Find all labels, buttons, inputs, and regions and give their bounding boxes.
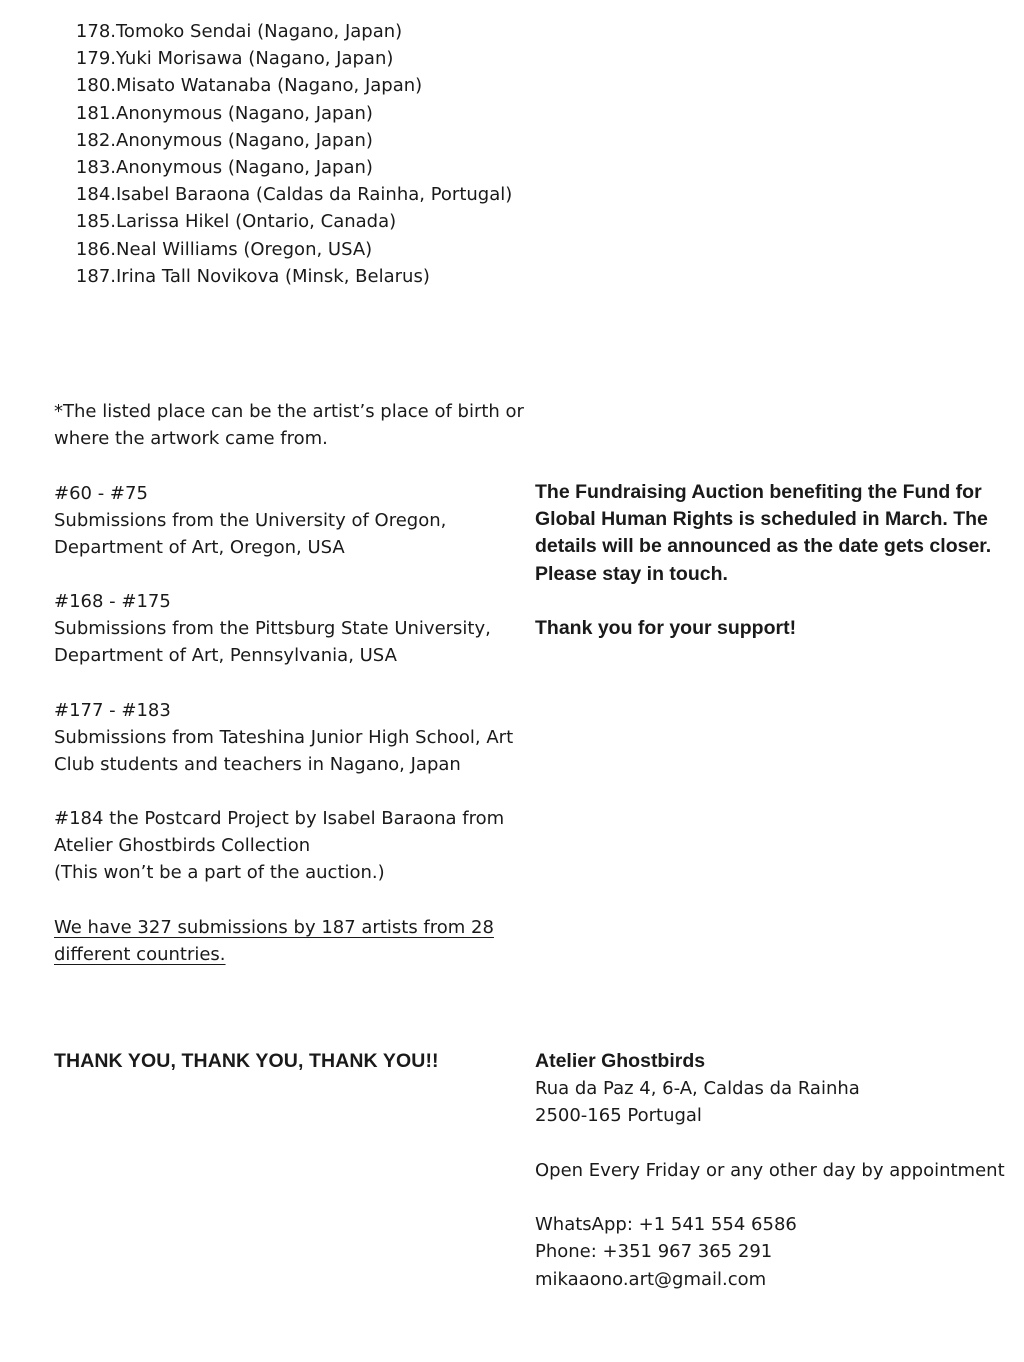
phone-number: Phone: +351 967 365 291 bbox=[535, 1241, 773, 1263]
list-item bbox=[60, 154, 540, 181]
thank-you-heading: THANK YOU, THANK YOU, THANK YOU!! bbox=[54, 1050, 439, 1072]
range-line: Club students and teachers in Nagano, Japan bbox=[54, 754, 461, 776]
summary-line: We have 327 submissions by 187 artists from 28 bbox=[54, 917, 494, 938]
item-text: Isabel Baraona (Caldas da Rainha, Portugal) bbox=[116, 184, 513, 206]
auction-line: The Fundraising Auction benefiting the Fund for bbox=[535, 481, 982, 503]
footnote-line: *The listed place can be the artist’s place of birth or bbox=[54, 401, 524, 422]
range-title: #60 - #75 bbox=[54, 483, 148, 504]
submission-summary bbox=[54, 914, 524, 968]
auction-line: details will be announced as the date gets closer. bbox=[535, 535, 992, 558]
footnote-line: where the artwork came from. bbox=[54, 428, 328, 450]
address-line: Rua da Paz 4, 6-A, Caldas da Rainha bbox=[535, 1078, 860, 1100]
list-item bbox=[60, 236, 540, 263]
item-number: 186. bbox=[75, 238, 116, 260]
list-item bbox=[60, 208, 540, 235]
auction-line: Please stay in touch. bbox=[535, 562, 728, 585]
submission-range-tateshina bbox=[54, 697, 524, 779]
postcard-line: Atelier Ghostbirds Collection bbox=[54, 835, 311, 857]
item-text: Anonymous (Nagano, Japan) bbox=[116, 129, 373, 151]
opening-hours: Open Every Friday or any other day by appointment bbox=[535, 1159, 1005, 1181]
item-number: 185. bbox=[75, 211, 116, 233]
auction-line: Global Human Rights is scheduled in March. The bbox=[535, 508, 988, 531]
address-line: 2500-165 Portugal bbox=[535, 1105, 702, 1127]
list-item bbox=[60, 45, 540, 72]
range-title: #168 - #175 bbox=[54, 591, 171, 612]
email-address: mikaaono.art@gmail.com bbox=[535, 1268, 767, 1290]
range-line: Department of Art, Pennsylvania, USA bbox=[54, 645, 397, 667]
postcard-line: (This won’t be a part of the auction.) bbox=[54, 862, 385, 884]
item-number: 181. bbox=[75, 102, 116, 124]
summary-line: different countries. bbox=[54, 944, 226, 966]
range-title: #177 - #183 bbox=[54, 700, 171, 721]
submission-range-oregon bbox=[54, 480, 524, 562]
item-text: Tomoko Sendai (Nagano, Japan) bbox=[116, 21, 403, 42]
range-line: Submissions from the University of Oregon, bbox=[54, 510, 447, 532]
auction-announcement bbox=[535, 479, 1005, 642]
item-number: 178. bbox=[75, 21, 116, 42]
submission-range-pittsburg bbox=[54, 588, 524, 670]
whatsapp-number: WhatsApp: +1 541 554 6586 bbox=[535, 1214, 797, 1236]
item-text: Neal Williams (Oregon, USA) bbox=[116, 238, 373, 260]
item-text: Larissa Hikel (Ontario, Canada) bbox=[116, 211, 397, 233]
postcard-line: #184 the Postcard Project by Isabel Baraona from bbox=[54, 808, 505, 829]
support-thanks: Thank you for your support! bbox=[535, 617, 797, 639]
item-text: Irina Tall Novikova (Minsk, Belarus) bbox=[116, 265, 430, 287]
contact-block bbox=[535, 1048, 1005, 1293]
item-number: 184. bbox=[75, 184, 116, 206]
list-item bbox=[60, 127, 540, 154]
artist-list bbox=[60, 18, 540, 290]
postcard-note bbox=[54, 805, 524, 887]
list-item bbox=[60, 18, 540, 45]
item-number: 180. bbox=[75, 75, 116, 97]
item-text: Yuki Morisawa (Nagano, Japan) bbox=[116, 48, 394, 70]
list-item bbox=[60, 263, 540, 290]
studio-name: Atelier Ghostbirds bbox=[535, 1050, 706, 1072]
item-number: 187. bbox=[75, 265, 116, 287]
item-number: 182. bbox=[75, 129, 116, 151]
item-text: Anonymous (Nagano, Japan) bbox=[116, 156, 373, 178]
range-line: Submissions from Tateshina Junior High School, Art bbox=[54, 727, 514, 749]
footnote bbox=[54, 398, 524, 452]
list-item bbox=[60, 100, 540, 127]
item-text: Anonymous (Nagano, Japan) bbox=[116, 102, 373, 124]
item-text: Misato Watanaba (Nagano, Japan) bbox=[116, 75, 423, 97]
item-number: 183. bbox=[75, 156, 116, 178]
list-item bbox=[60, 181, 540, 208]
item-number: 179. bbox=[75, 48, 116, 70]
range-line: Department of Art, Oregon, USA bbox=[54, 537, 345, 559]
list-item bbox=[60, 72, 540, 99]
range-line: Submissions from the Pittsburg State University, bbox=[54, 618, 491, 640]
